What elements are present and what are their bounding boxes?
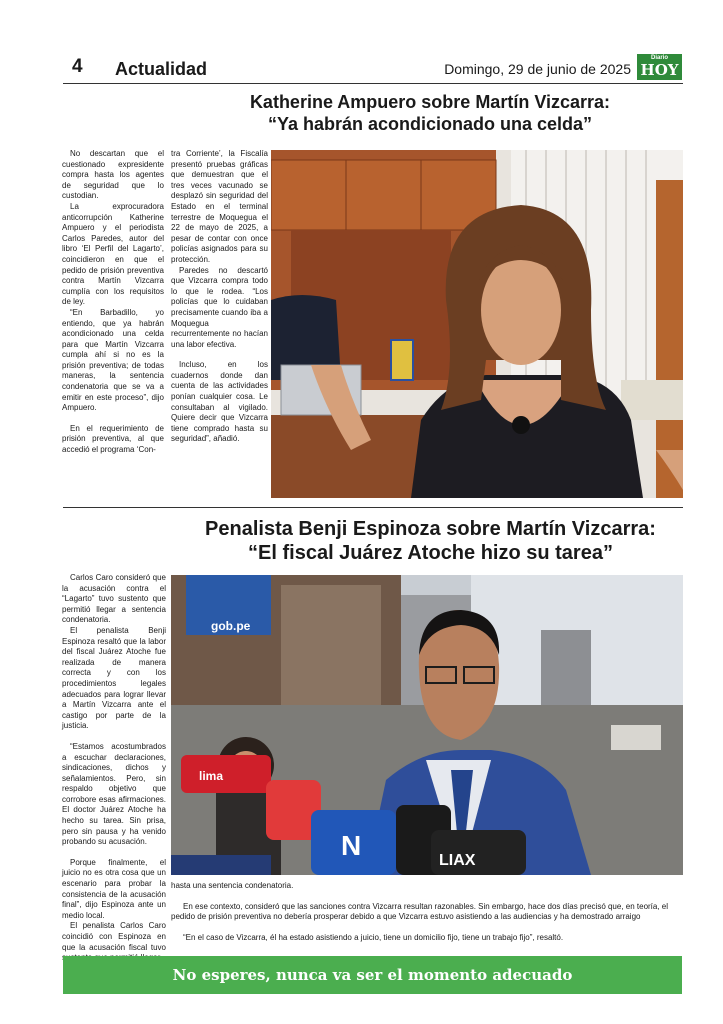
article1-paragraph: No descartan que el cuestionado expresidente compra hasta los agentes de seguridad que lo custodian. — [62, 149, 164, 201]
article2-paragraph: El penalista Benji Espinoza resaltó que la labor del fiscal Juárez Atoche fue realizada de manera correcta y con los procedimientos legales adecuados para lograr llevar a Martín Vizcarra ante el castigo por parte de la justicia. — [62, 625, 166, 731]
article1-headline-line1: Katherine Ampuero sobre Martín Vizcarra: — [249, 92, 611, 112]
header-rule — [63, 83, 683, 84]
article2-paragraph: Carlos Caro consideró que la acusación contra el “Lagarto” tuvo sustento que permitió llegar a sentencia condenatoria. — [62, 573, 166, 625]
gob-sign: gob.pe — [211, 619, 251, 633]
article2-headline-line2: “El fiscal Juárez Atoche hizo su tarea” — [248, 542, 613, 564]
article2-paragraph: “Estamos acostumbrados a escuchar declaraciones, sindicaciones, dichos y señalamientos. Pero, sin respaldo objetivo que corrobore esas afirmaciones. El doctor Juárez Atoche ha hecho su tarea. Sin prisa, pero sin pausa y ha venido probando su acusación. — [62, 741, 166, 847]
article2-paragraph: hasta una sentencia condenatoria. — [171, 881, 294, 890]
mic-label-2: N — [341, 830, 362, 861]
article1-paragraph: tra Corriente’, la Fiscalía presentó pruebas gráficas que demuestran que el tres veces vacunado se desplazó sin seguridad del Estado en el terminal terrestre de Moquegua el 22 de mayo de 2025, a pesar de contar con once policías asignados para su protección. — [171, 149, 268, 264]
article2-headline — [148, 517, 713, 565]
article1-column-2 — [171, 149, 268, 445]
article2-bottom-text — [171, 881, 683, 943]
article1-paragraph: Paredes no descartó que Vizcarra compra todo lo que le rodea. “Los policías que lo cuidaban precisamente cuando iba a Moquegua recurrentemente no hacían una labor efectiva. — [171, 265, 268, 349]
article1-paragraph: En el requerimiento de prisión preventiva, al que accedió el programa ‘Con- — [62, 423, 164, 455]
article1-headline-line2: “Ya habrán acondicionado una celda” — [267, 113, 593, 134]
logo-big-text: HOY — [640, 61, 679, 79]
article2-paragraph: “En el caso de Vizcarra, él ha estado asistiendo a juicio, tiene un domicilio fijo, tiene un trabajo fijo”, resaltó. — [183, 932, 564, 942]
section-title: Actualidad — [115, 59, 208, 79]
article2-photo — [171, 575, 683, 875]
article1-photo — [271, 150, 683, 498]
mic-label-1: lima — [199, 769, 224, 783]
article2-headline-line1: Penalista Benji Espinoza sobre Martín Vizcarra: — [205, 518, 656, 540]
mic-label-3: LIAX — [439, 852, 476, 869]
article2-column-1 — [62, 573, 166, 964]
article1-headline — [170, 92, 690, 135]
article2-paragraph: En ese contexto, consideró que las sanciones contra Vizcarra resultan razonables. Sin embargo, hace dos días precisó que, en teoría, el pedido de prisión preventiva no debería prosperar debido a que Vizcarra estuvo asistiendo a las audiencias y ha demostrado arraigo — [171, 901, 669, 922]
article1-paragraph: La exprocuradora anticorrupción Katherine Ampuero y el periodista Carlos Paredes, autor del libro ‘El Perfil del Lagarto’, coincidieron en que el pedido de prisión preventiva contra Martín Vizcarra cumplía con los requisitos de ley. — [62, 201, 164, 307]
article1-paragraph: “En Barbadillo, yo entiendo, que ya habrán acondicionado una celda para que Martín Vizcarra cumpla ahí si no es la prisión preventiva; de todas maneras, la sentencia condenatoria que se va a emitir en este proceso”, dijo Ampuero. — [62, 307, 164, 413]
article1-column-1 — [62, 149, 164, 456]
page-number: 4 — [72, 56, 83, 77]
ampuero-photo — [271, 150, 683, 498]
article1-paragraph: Incluso, en los cuadernos donde dan cuenta de las actividades ponían cualquier cosa. Le consultaban al vigilado. Quiere decir que Vizcarra tiene comprado hasta su seguridad”, añadió. — [171, 360, 268, 444]
issue-date: Domingo, 29 de junio de 2025 — [444, 61, 631, 77]
article2-paragraph: Porque finalmente, el juicio no es otra cosa que un escenario para probar la consistencia de la acusación final”, dijo Espinoza ante un medio local. — [62, 857, 166, 920]
logo-small-text: Diario — [650, 55, 668, 61]
motivational-banner: No esperes, nunca va ser el momento adecuado — [63, 956, 682, 994]
article2-paragraph: El penalista Carlos Caro coincidió con Espinoza en que la acusación fiscal tuvo — [62, 921, 166, 952]
article-divider — [63, 507, 683, 508]
newspaper-logo — [637, 54, 682, 80]
espinoza-photo — [171, 575, 683, 875]
